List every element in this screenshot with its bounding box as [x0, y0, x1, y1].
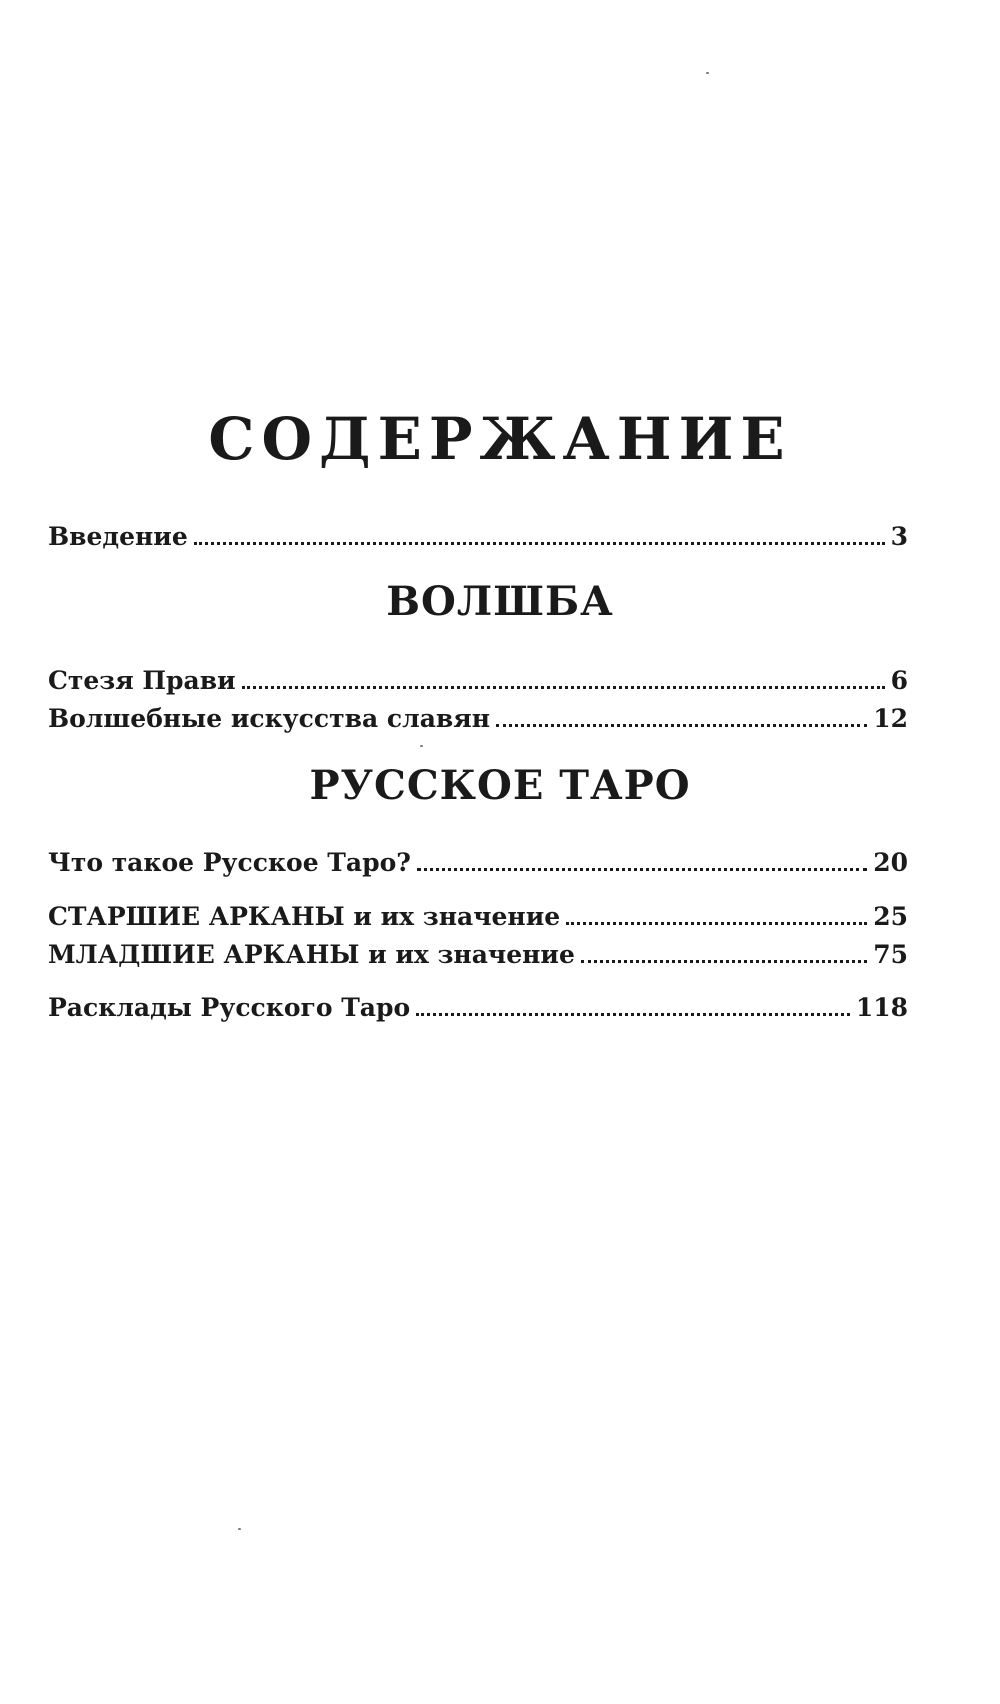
dot-leader	[417, 868, 867, 871]
toc-entry-page: 25	[873, 902, 908, 931]
dot-leader	[242, 686, 885, 689]
toc-entry-label: Стезя Прави	[48, 666, 236, 695]
dot-leader	[496, 724, 867, 727]
scan-speck	[238, 1528, 241, 1530]
toc-entry-page: 3	[890, 522, 908, 551]
toc-entry	[48, 902, 908, 931]
dot-leader	[581, 960, 867, 963]
toc-entry-label: МЛАДШИЕ АРКАНЫ и их значение	[48, 940, 575, 969]
toc-entry-page: 12	[873, 704, 908, 733]
toc-entry	[48, 704, 908, 733]
toc-entry	[48, 666, 908, 695]
toc-entry	[48, 940, 908, 969]
toc-entry-intro	[48, 522, 908, 551]
toc-entry-page: 6	[890, 666, 908, 695]
section-heading-russkoe-taro: РУССКОЕ ТАРО	[309, 762, 691, 809]
dot-leader	[566, 922, 867, 925]
toc-entry-label: Расклады Русского Таро	[48, 993, 411, 1022]
toc-entry-label: СТАРШИЕ АРКАНЫ и их значение	[48, 902, 561, 931]
toc-entry-page: 118	[855, 993, 908, 1022]
toc-entry	[48, 993, 908, 1022]
toc-title: СОДЕРЖАНИЕ	[208, 405, 792, 473]
toc-entry-label: Волшебные искусства славян	[48, 704, 491, 733]
section-heading-volshba: ВОЛШБА	[386, 578, 614, 625]
toc-entry-page: 75	[873, 940, 908, 969]
dot-leader	[416, 1013, 850, 1016]
toc-entry-page: 20	[873, 848, 908, 877]
scan-speck	[420, 745, 423, 747]
toc-entry-label: Что такое Русское Таро?	[48, 848, 411, 877]
scan-speck	[706, 72, 709, 74]
toc-entry	[48, 848, 908, 877]
dot-leader	[194, 542, 885, 545]
toc-entry-label: Введение	[48, 522, 188, 551]
